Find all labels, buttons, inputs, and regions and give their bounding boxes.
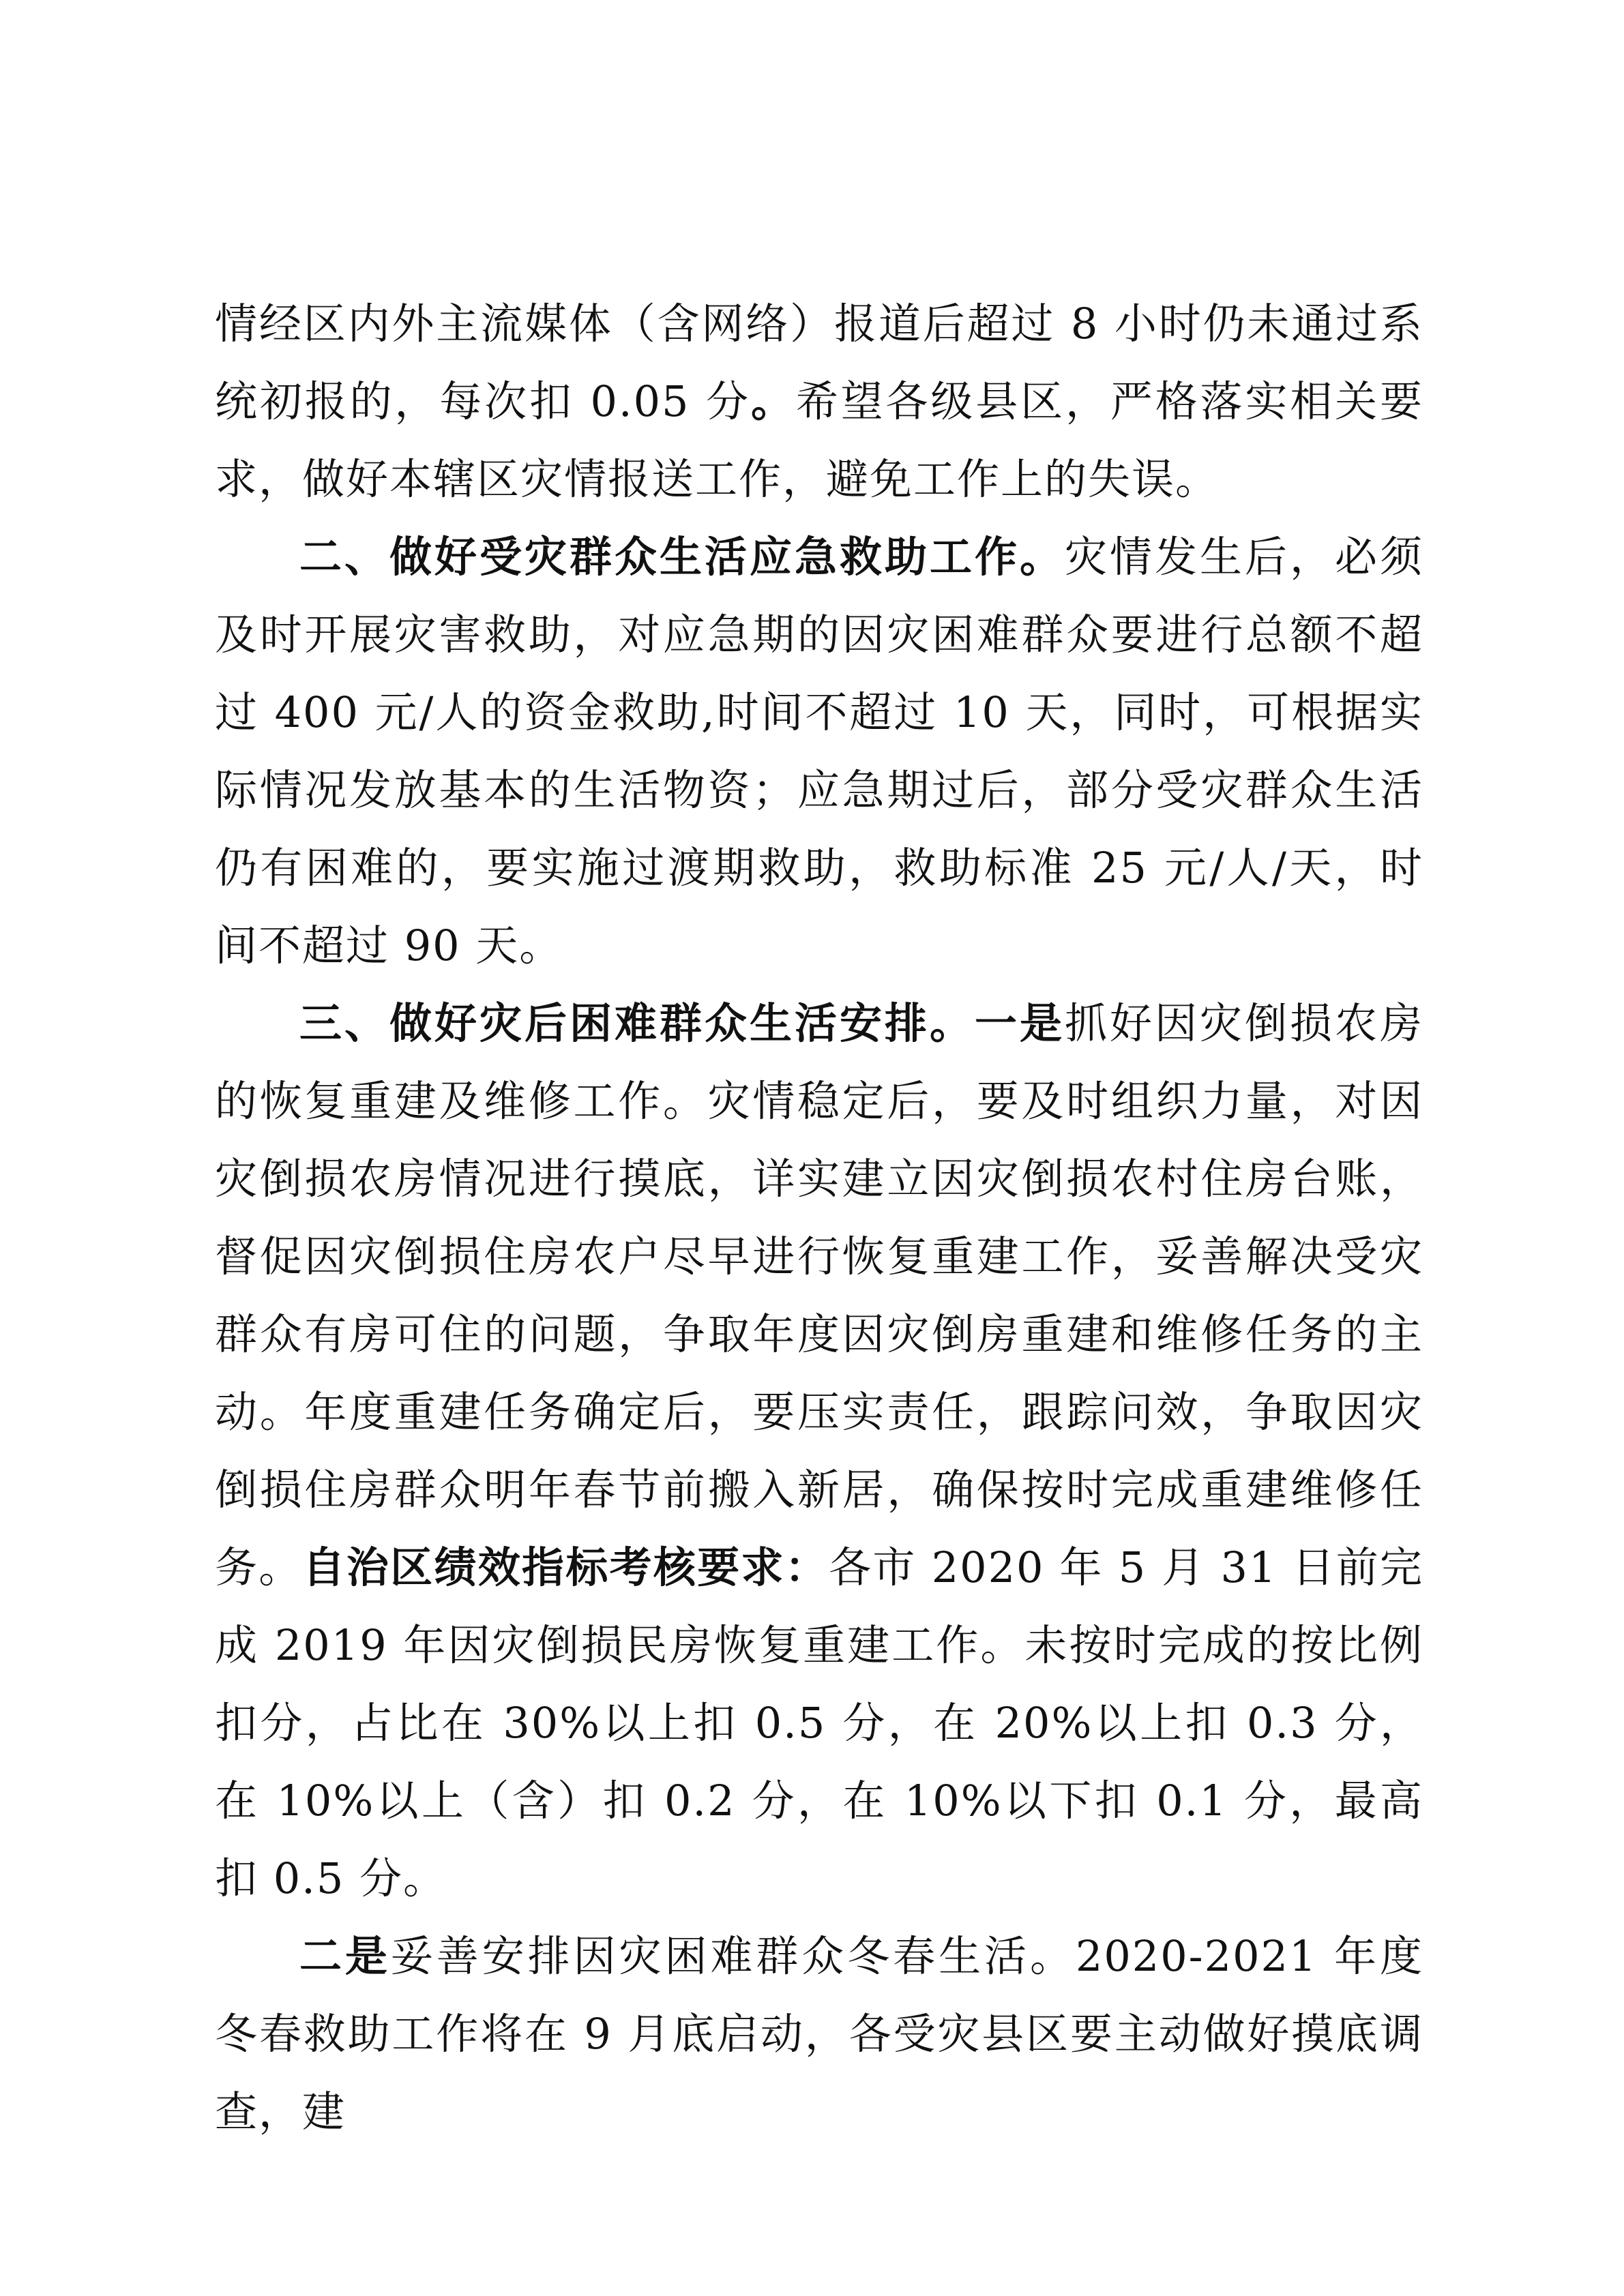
assessment-requirement-label: 自治区绩效指标考核要求： <box>302 1542 829 1592</box>
document-body <box>215 285 1423 2151</box>
text-run: 各市 2020 年 5 月 31 日前完成 2019 年因灾倒损民房恢复重建工作。未按时完成的按比例扣分，占比在 30%以上扣 0.5 分，在 20%以上扣 0.3 分，在 10%以上（含）扣 0.2 分，在 10%以下扣 0.1 分，最高扣 0.5 分。 <box>215 1542 1423 1903</box>
paragraph-disaster-reporting <box>215 285 1423 518</box>
text-run: 情经区内外主流媒体（含网络）报道后超过 8 小时仍未通过系统初报的，每次扣 0.05 分 <box>215 299 1423 426</box>
paragraph-emergency-relief <box>215 518 1423 985</box>
paragraph-winter-spring-relief <box>215 1918 1423 2151</box>
section-heading-2: 二、做好受灾群众生活应急救助工作。 <box>299 532 1065 582</box>
text-run: 灾情发生后，必须及时开展灾害救助，对应急期的因灾困难群众要进行总额不超过 400 元/人的资金救助,时间不超过 10 天，同时，可根据实际情况发放基本的生活物资；应急期过后，部分受灾群众生活仍有困难的，要实施过渡期救助，救助标准 25 元/人/天，时间不超过 90 天。 <box>215 532 1423 970</box>
text-run: 妥善安排因灾困难群众冬春生活。2020-2021 年度冬春救助工作将在 9 月底启动，各受灾县区要主动做好摸底调查，建 <box>215 1931 1423 2136</box>
text-run-bold: 。 <box>750 376 796 426</box>
text-run: 希望各级县区，严格落实相关要求，做好本辖区灾情报送工作，避免工作上的失误。 <box>215 376 1423 504</box>
item-label-second: 二是 <box>299 1931 391 1981</box>
section-heading-3: 三、做好灾后困难群众生活安排。一是 <box>299 998 1065 1048</box>
paragraph-post-disaster-arrangement <box>215 985 1423 1918</box>
text-run: 抓好因灾倒损农房的恢复重建及维修工作。灾情稳定后，要及时组织力量，对因灾倒损农房情况进行摸底，详实建立因灾倒损农村住房台账，督促因灾倒损住房农户尽早进行恢复重建工作，妥善解决受灾群众有房可住的问题，争取年度因灾倒房重建和维修任务的主动。年度重建任务确定后，要压实责任，跟踪问效，争取因灾倒损住房群众明年春节前搬入新居，确保按时完成重建维修任务。 <box>215 998 1423 1592</box>
